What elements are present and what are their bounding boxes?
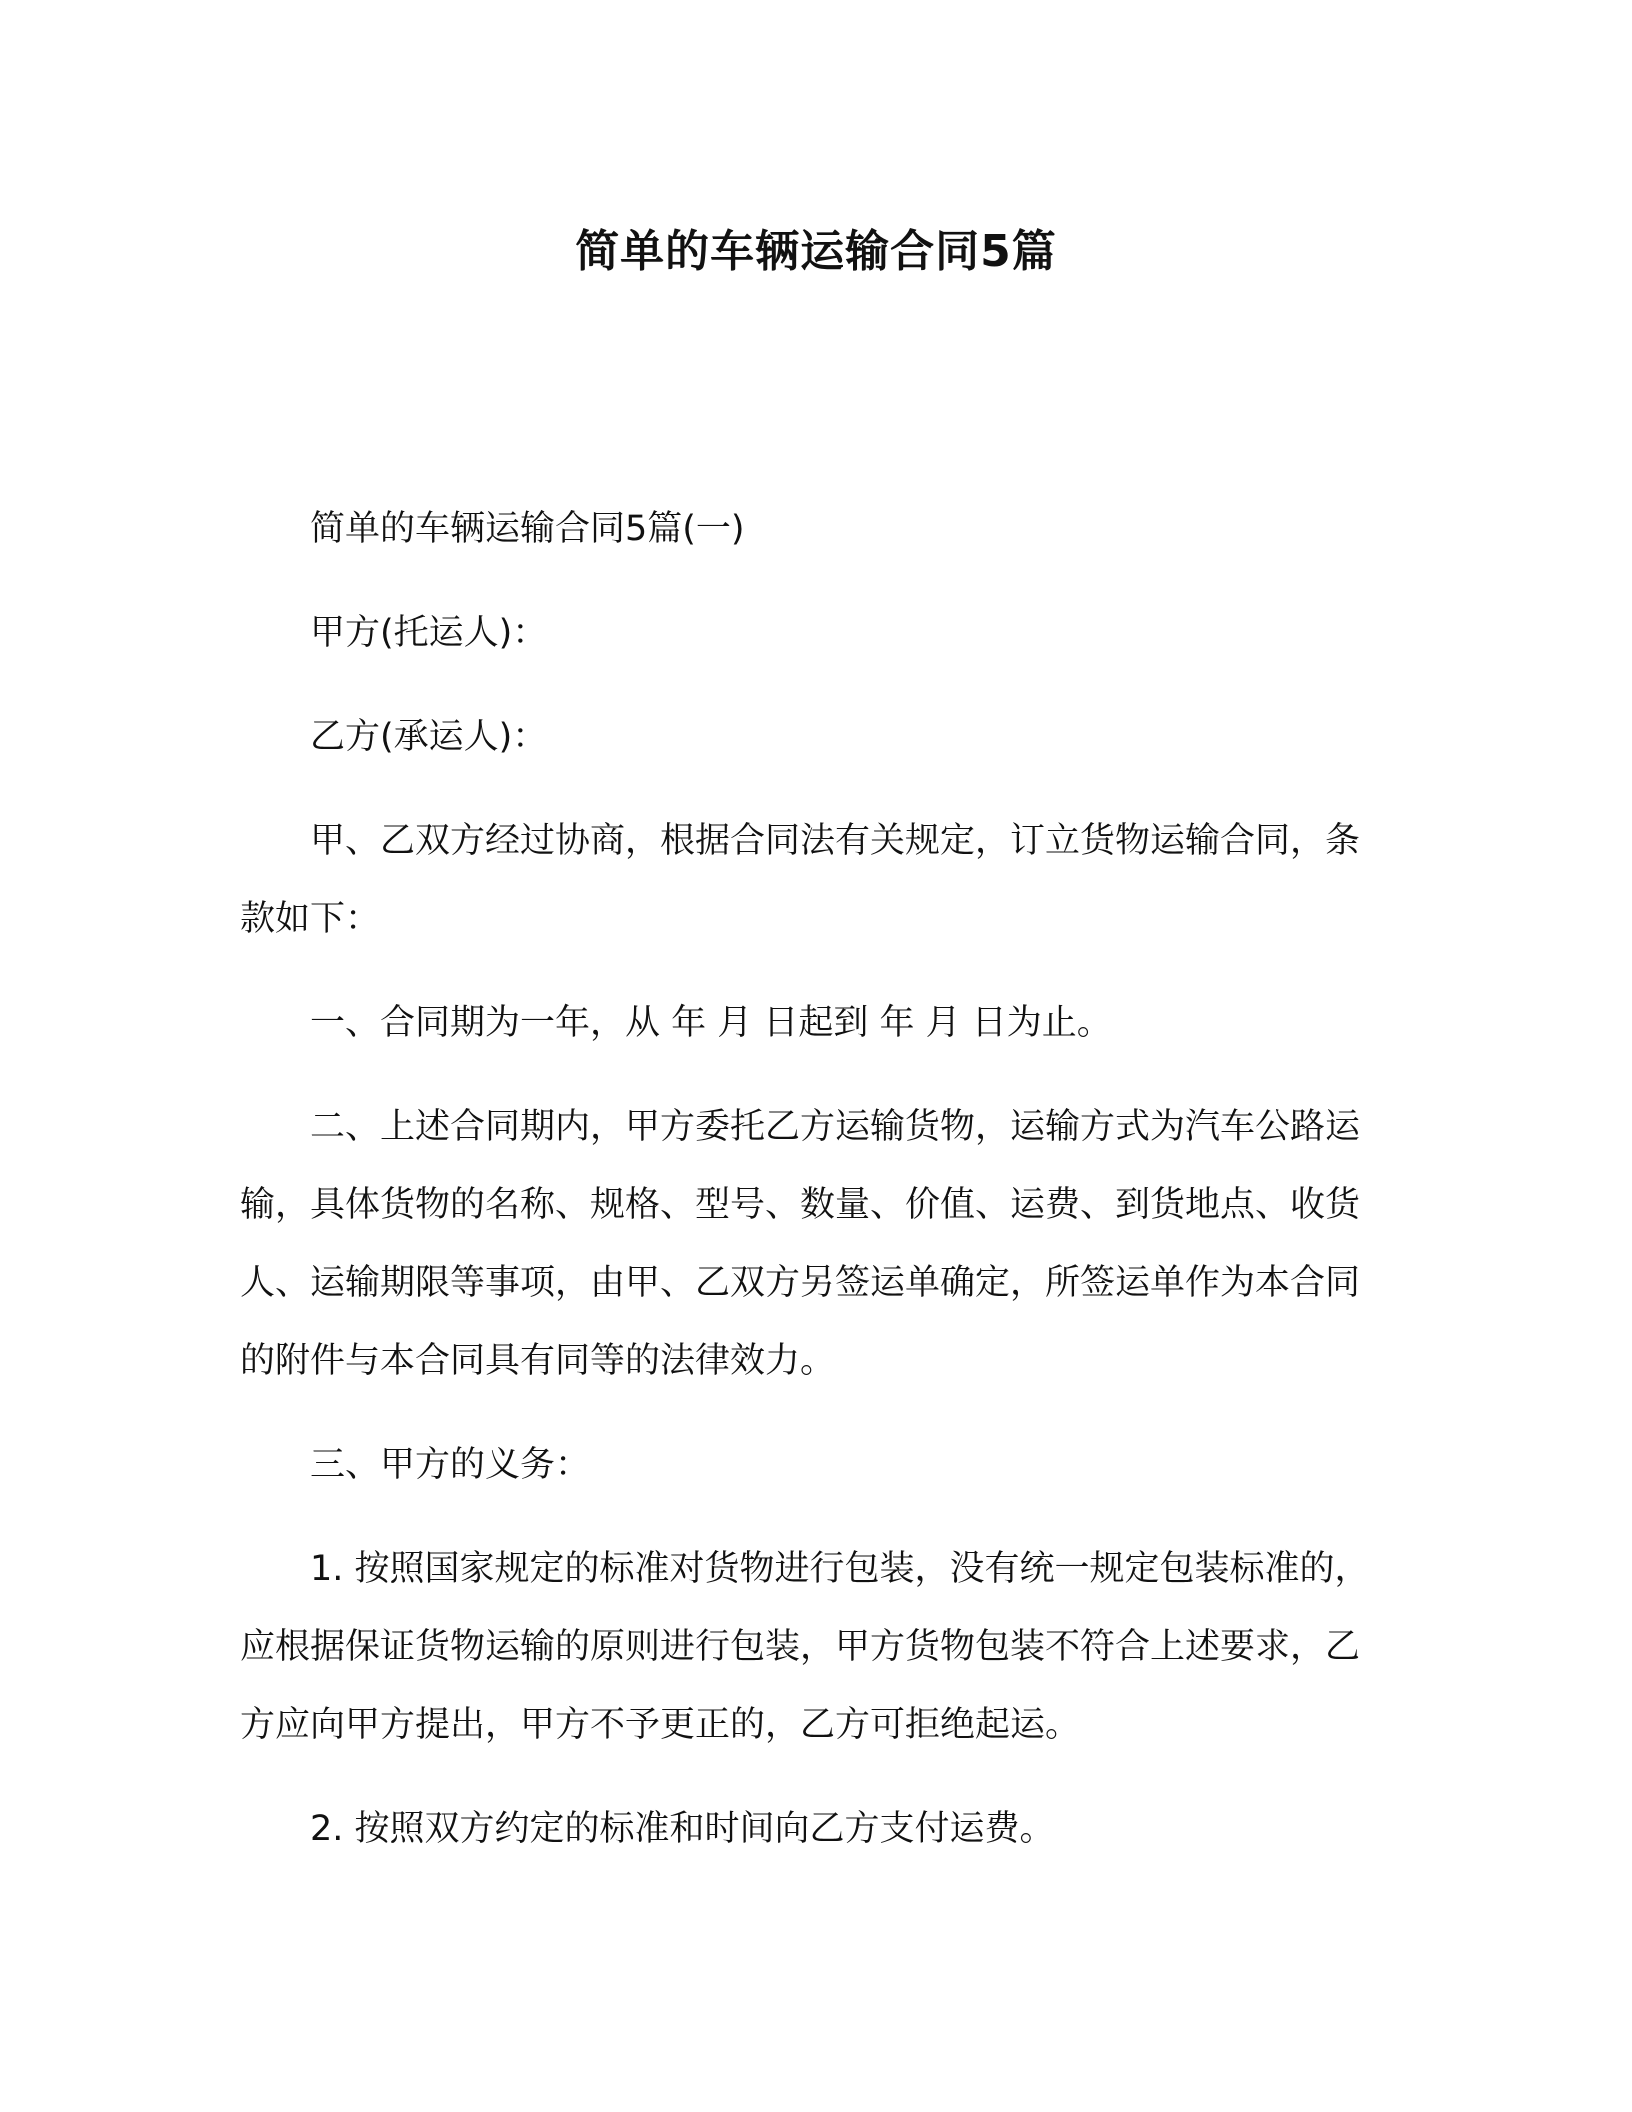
paragraph-party-b: 乙方(承运人)：: [310, 717, 548, 757]
paragraph-clause-3-item-2: 2. 按照双方约定的标准和时间向乙方支付运费。: [310, 1809, 1055, 1849]
paragraph-intro: 甲、乙双方经过协商，根据合同法有关规定，订立货物运输合同，条款如下：: [240, 821, 1361, 939]
document-body: [240, 490, 1390, 1894]
paragraph-clause-3-item-1: 1. 按照国家规定的标准对货物进行包装，没有统一规定包装标准的，应根据保证货物运输的原则进行包装，甲方货物包装不符合上述要求，乙方应向甲方提出，甲方不予更正的，乙方可拒绝起运。: [240, 1549, 1370, 1745]
document-title: 简单的车辆运输合同5篇: [575, 226, 1057, 277]
paragraph-clause-3: 三、甲方的义务：: [310, 1445, 591, 1485]
paragraph-clause-1: 一、合同期为一年，从 年 月 日起到 年 月 日为止。: [310, 1003, 1112, 1043]
paragraph-heading: 简单的车辆运输合同5篇(一): [310, 509, 745, 549]
paragraph-party-a: 甲方(托运人)：: [310, 613, 548, 653]
paragraph-clause-2: 二、上述合同期内，甲方委托乙方运输货物，运输方式为汽车公路运输，具体货物的名称、规格、型号、数量、价值、运费、到货地点、收货人、运输期限等事项，由甲、乙双方另签运单确定，所签运单作为本合同的附件与本合同具有同等的法律效力。: [240, 1107, 1361, 1381]
